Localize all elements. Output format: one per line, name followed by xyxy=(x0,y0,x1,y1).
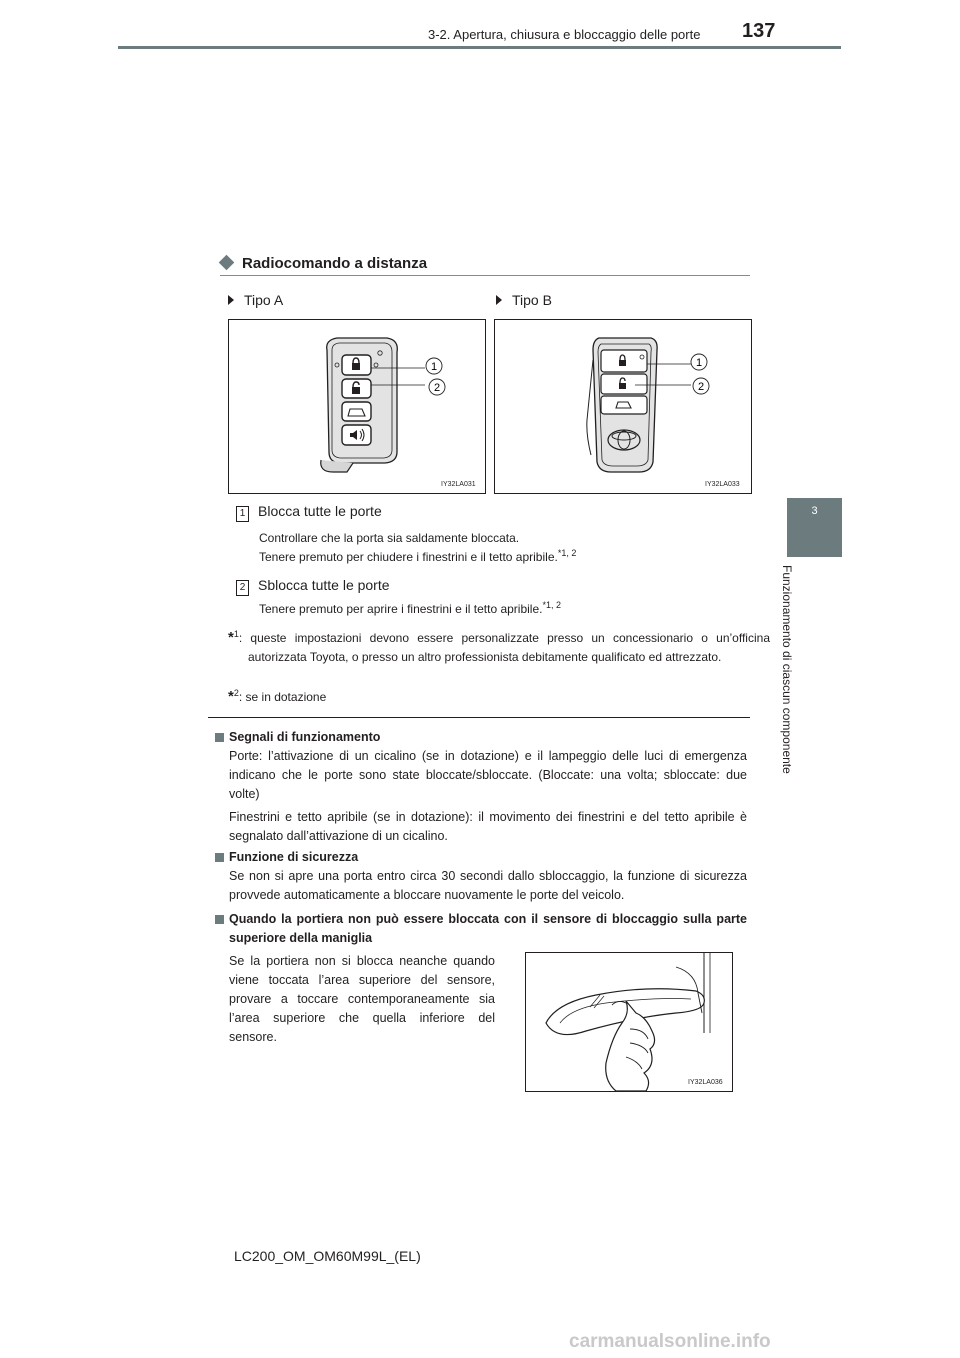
callout-2: 2 xyxy=(433,382,441,394)
note-paragraph: Finestrini e tetto apribile (se in dotazione): il movimento dei finestrini e del tetto apribile è segnalato dall’attivazione di un cicalino. xyxy=(229,810,747,843)
divider-rule xyxy=(208,717,750,718)
note-paragraph: Porte: l’attivazione di un cicalino (se in dotazione) e il lampeggio delle luci di emergenza indicano che le porte sono state bloccate/sbloccate. (Bloccate: una volta; sbloccate: due volte) xyxy=(229,749,747,801)
note-security-function xyxy=(215,848,747,909)
door-handle-illustration xyxy=(525,952,733,1092)
section-rule xyxy=(220,275,750,276)
callout-2: 2 xyxy=(697,381,705,393)
footer-manual-code: LC200_OM_OM60M99L_(EL) xyxy=(234,1248,421,1264)
type-b-label: Tipo B xyxy=(496,292,552,308)
image-code-b: IY32LA033 xyxy=(705,481,740,488)
footnote-2: *$^2$: se in dotazione xyxy=(228,688,327,705)
item-1-desc-2: Tenere premuto per chiudere i finestrini e il tetto apribile.$^{*1, 2}$ xyxy=(259,548,577,564)
item-1-number: 1 xyxy=(236,503,249,522)
chapter-tab-number: 3 xyxy=(811,505,818,517)
smart-key-type-a-icon xyxy=(229,320,485,493)
note-heading: Quando la portiera non può essere bloccata con il sensore di bloccaggio sulla parte superiore della maniglia xyxy=(215,910,747,948)
note-operation-signals xyxy=(215,728,747,850)
note-paragraph: Se non si apre una porta entro circa 30 secondi dallo sbloccaggio, la funzione di sicurezza provvede automaticamente a bloccare nuovamente le porte del veicolo. xyxy=(229,869,747,902)
note-door-lock-sensor-body xyxy=(215,952,495,1051)
type-a-label: Tipo A xyxy=(228,292,283,308)
image-code-handle: IY32LA036 xyxy=(688,1079,723,1086)
key-type-b-illustration xyxy=(494,319,752,494)
smart-key-type-b-icon xyxy=(495,320,751,493)
note-door-lock-sensor xyxy=(215,910,747,948)
item-1-desc: Controllare che la porta sia saldamente bloccata. xyxy=(259,531,520,545)
callout-1: 1 xyxy=(695,357,703,369)
watermark: carmanualsonline.info xyxy=(569,1331,771,1352)
header-rule xyxy=(118,46,841,49)
note-paragraph: Se la portiera non si blocca neanche quando viene toccata l’area superiore del sensore, provare a toccare contemporaneamente sia l’area superiore che quella inferiore del sensore. xyxy=(229,954,495,1044)
footnote-1: *$^1$: queste impostazioni devono essere personalizzate presso un concessionario o un’officina autorizzata Toyota, o presso un altro professionista debitamente qualificato ed attrezzato. xyxy=(228,629,770,664)
arrow-icon xyxy=(228,295,234,305)
note-heading: Segnali di funzionamento xyxy=(215,728,747,747)
note-heading: Funzione di sicurezza xyxy=(215,848,747,867)
section-title: Radiocomando a distanza xyxy=(221,255,427,272)
item-2-number: 2 xyxy=(236,577,249,596)
key-type-a-illustration xyxy=(228,319,486,494)
diamond-bullet-icon xyxy=(219,255,235,271)
hand-on-door-handle-icon xyxy=(526,953,732,1091)
item-1-title: Blocca tutte le porte xyxy=(258,503,382,519)
item-2-desc: Tenere premuto per aprire i finestrini e il tetto apribile.$^{*1, 2}$ xyxy=(259,600,561,616)
item-2-title: Sblocca tutte le porte xyxy=(258,577,390,593)
arrow-icon xyxy=(496,295,502,305)
chapter-tab-label: Funzionamento di ciascun componente xyxy=(780,565,794,774)
image-code-a: IY32LA031 xyxy=(441,481,476,488)
callout-1: 1 xyxy=(430,361,438,373)
header-section-title: 3-2. Apertura, chiusura e bloccaggio delle porte xyxy=(428,27,701,42)
page-number: 137 xyxy=(742,20,776,42)
